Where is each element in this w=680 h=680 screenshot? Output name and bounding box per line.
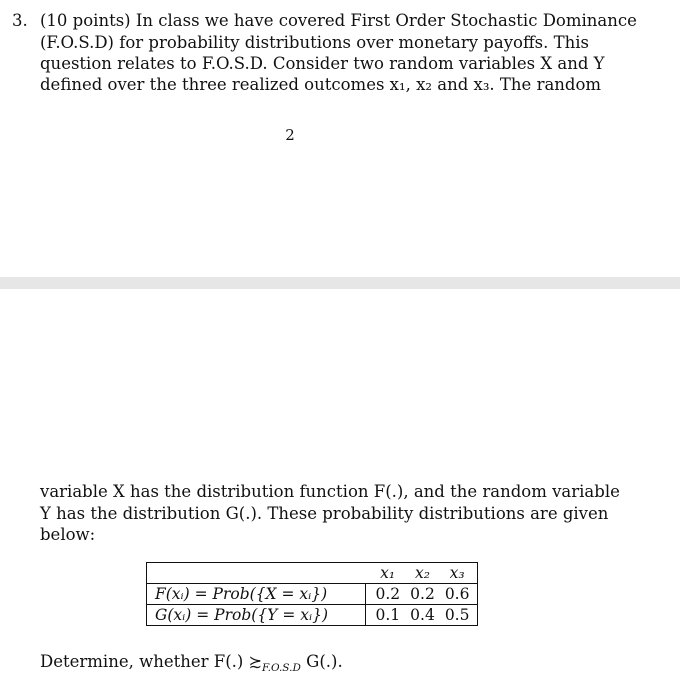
question-suffix: G(.). bbox=[306, 652, 343, 671]
problem-number: 3. bbox=[12, 11, 28, 30]
problem-text-line-5: variable X has the distribution function F(.), and the random variable bbox=[40, 482, 620, 501]
table-row-f-label: F(xᵢ) = Prob({X = xᵢ}) bbox=[147, 584, 366, 605]
relation-subscript: F.O.S.D bbox=[261, 662, 301, 674]
problem-text-line-3: question relates to F.O.S.D. Consider two random variables X and Y bbox=[40, 54, 605, 73]
problem-text-line-2: (F.O.S.D) for probability distributions over monetary payoffs. This bbox=[40, 33, 590, 52]
page-separator bbox=[0, 277, 680, 289]
table-header-x2: x₂ bbox=[405, 563, 440, 584]
table-cell-f-x3: 0.6 bbox=[440, 584, 478, 605]
table-header-x3: x₃ bbox=[440, 563, 478, 584]
table-cell-g-x3: 0.5 bbox=[440, 605, 478, 626]
problem-text-line-7: below: bbox=[40, 525, 96, 544]
succeq-relation-icon: ≿ bbox=[248, 652, 262, 671]
table-header-row bbox=[147, 563, 478, 584]
problem-text-line-1: (10 points) In class we have covered First Order Stochastic Dominance bbox=[40, 11, 637, 30]
problem-text-line-6: Y has the distribution G(.). These probability distributions are given bbox=[40, 504, 609, 523]
table-cell-g-x2: 0.4 bbox=[405, 605, 440, 626]
table-cell-g-x1: 0.1 bbox=[365, 605, 405, 626]
table-cell-f-x1: 0.2 bbox=[365, 584, 405, 605]
question-prefix: Determine, whether F(.) bbox=[40, 652, 244, 671]
table-row-g-label: G(xᵢ) = Prob({Y = xᵢ}) bbox=[147, 605, 366, 626]
problem-text-line-4: defined over the three realized outcomes x₁, x₂ and x₃. The random bbox=[40, 75, 602, 94]
page-number: 2 bbox=[285, 126, 295, 144]
question-line bbox=[40, 651, 343, 672]
table-cell-f-x2: 0.2 bbox=[405, 584, 440, 605]
distribution-table-wrapper bbox=[146, 562, 478, 626]
table-row-g bbox=[147, 605, 478, 626]
table-row-f bbox=[147, 584, 478, 605]
distribution-table bbox=[146, 562, 478, 626]
table-header-blank-cell bbox=[147, 563, 366, 584]
table-header-x1: x₁ bbox=[365, 563, 405, 584]
